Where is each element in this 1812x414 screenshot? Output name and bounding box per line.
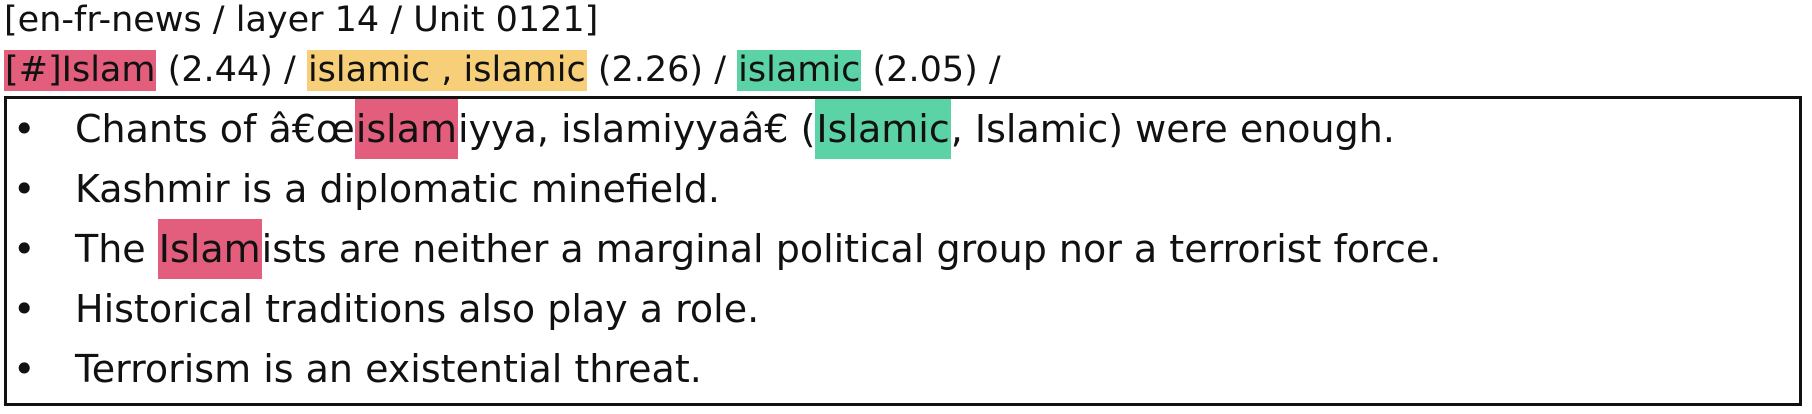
concept-score-3: (2.05) <box>872 50 978 90</box>
concept-separator: / <box>714 50 727 90</box>
concept-label-2: islamic , islamic <box>307 50 586 90</box>
example-text <box>75 279 759 339</box>
concept-score-1: (2.44) <box>167 50 273 90</box>
highlighted-token: Islam <box>158 219 262 279</box>
bullet-icon: • <box>13 107 36 151</box>
concept-tag-1 <box>4 50 156 91</box>
bullet-icon: • <box>13 287 36 331</box>
bullet-icon: • <box>13 167 36 211</box>
concept-list <box>4 50 1001 91</box>
example-item <box>7 219 1799 279</box>
example-item <box>7 279 1799 339</box>
text-segment: Historical traditions also play a role. <box>75 287 760 331</box>
examples-box <box>4 96 1802 406</box>
text-segment: , Islamic) were enough. <box>950 107 1395 151</box>
concept-score-2: (2.26) <box>597 50 704 90</box>
bullet-icon: • <box>13 227 36 271</box>
example-text <box>75 159 720 219</box>
example-text <box>75 99 1395 159</box>
bullet-icon: • <box>13 347 36 391</box>
highlighted-token: islam <box>355 99 458 159</box>
concept-separator: / <box>988 50 1001 90</box>
example-text <box>75 219 1441 279</box>
example-text <box>75 339 702 399</box>
concept-label-1: Islam <box>61 50 156 90</box>
unit-title: [en-fr-news / layer 14 / Unit 0121] <box>4 0 599 40</box>
text-segment: ists are neither a marginal political group nor a terrorist force. <box>261 227 1442 271</box>
example-item <box>7 339 1799 399</box>
text-segment: iyya, islamiyyaâ€ ( <box>458 107 816 151</box>
concept-label-3: islamic <box>738 50 861 90</box>
text-segment: The <box>75 227 158 271</box>
example-list <box>7 99 1799 399</box>
highlighted-token: Islamic <box>815 99 950 159</box>
concept-marker: [#] <box>5 50 62 90</box>
concept-separator: / <box>284 50 296 90</box>
example-item <box>7 159 1799 219</box>
text-segment: Kashmir is a diplomatic minefield. <box>75 167 720 211</box>
example-item <box>7 99 1799 159</box>
text-segment: Terrorism is an existential threat. <box>75 347 702 391</box>
text-segment: Chants of â€œ <box>75 107 355 151</box>
